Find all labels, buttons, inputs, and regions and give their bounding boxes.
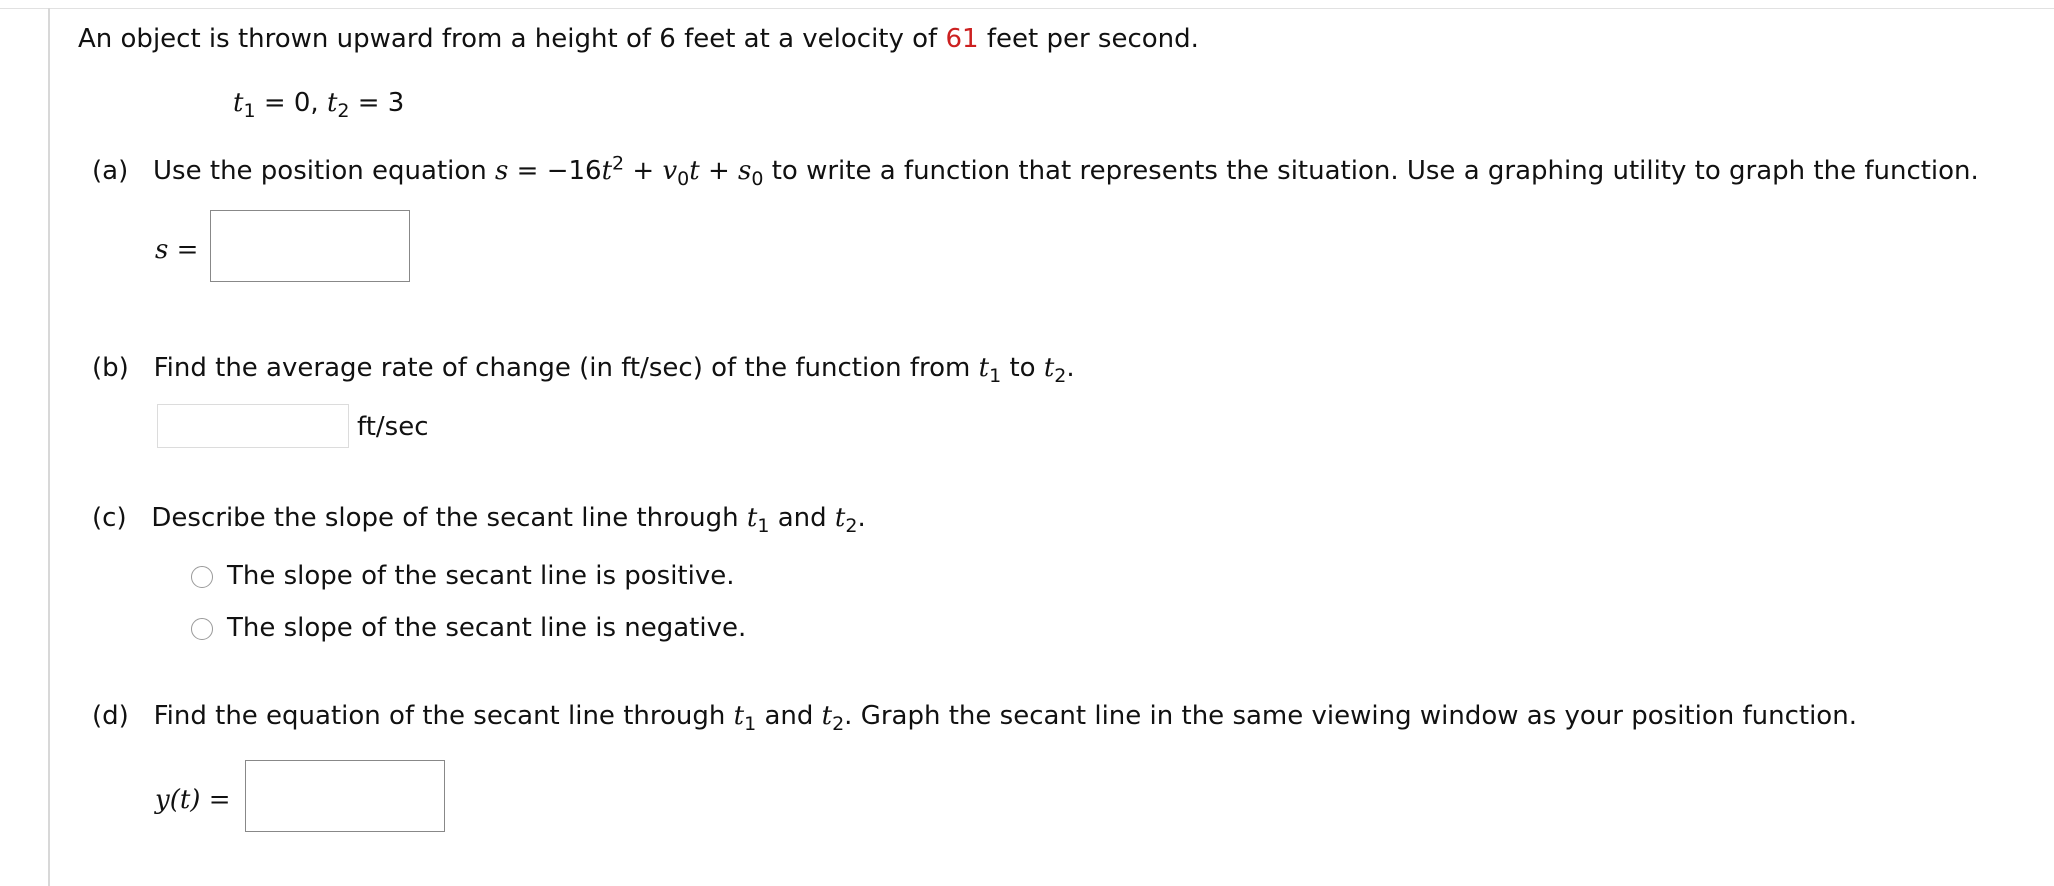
part-b-to: to (1009, 353, 1036, 383)
part-c-text: Describe the slope of the secant line through (151, 503, 739, 533)
left-divider (48, 8, 50, 886)
t1-value: = 0, (263, 88, 319, 118)
rate-unit: ft/sec (357, 412, 429, 442)
part-d-question: (d) Find the equation of the secant line through $t_1$ and $t_2$. Graph the secant line in the same viewing window as your position function. (92, 701, 1857, 736)
radio-negative[interactable] (191, 618, 213, 640)
option-negative-label[interactable]: The slope of the secant line is negative. (227, 613, 747, 643)
t2-value: = 3 (357, 88, 405, 118)
s-answer-label: s = (155, 235, 199, 265)
radio-positive[interactable] (191, 566, 213, 588)
part-b-text: Find the average rate of change (in ft/sec) of the function from (153, 353, 971, 383)
option-positive-label[interactable]: The slope of the secant line is positive. (227, 561, 735, 591)
part-d-text-end: . Graph the secant line in the same viewing window as your position function. (844, 701, 1857, 731)
part-c-and: and (777, 503, 827, 533)
secant-answer-input[interactable] (245, 760, 445, 832)
yt-answer-label: y(t) = (155, 785, 231, 815)
part-a-label: (a) (92, 156, 129, 186)
part-b-label: (b) (92, 353, 129, 383)
part-a-question (92, 152, 1979, 191)
part-d-and: and (764, 701, 814, 731)
part-d-text: Find the equation of the secant line through (153, 701, 726, 731)
velocity-value: 61 (945, 24, 979, 54)
part-a-text: Use the position equation (153, 156, 487, 186)
position-equation: $s = -16t^2 + v_0t + s_0$ (495, 152, 764, 191)
intro-text: An object is thrown upward from a height of 6 feet at a velocity of (78, 24, 938, 54)
part-b-question: (b) Find the average rate of change (in ft/sec) of the function from $t_1$ to $t_2$. (92, 353, 1075, 388)
intro-text-end: feet per second. (986, 24, 1199, 54)
problem-intro (78, 26, 1199, 52)
part-c-question: (c) Describe the slope of the secant line through $t_1$ and $t_2$. (92, 503, 866, 538)
part-c-label: (c) (92, 503, 127, 533)
rate-answer-input[interactable] (157, 404, 349, 448)
s-answer-input[interactable] (210, 210, 410, 282)
part-a-text-end: to write a function that represents the situation. Use a graphing utility to graph the function. (771, 156, 1979, 186)
part-d-label: (d) (92, 701, 129, 731)
top-divider (0, 8, 2054, 9)
given-times: $t_1 = 0$, $t_2 = 3$ (233, 88, 405, 123)
